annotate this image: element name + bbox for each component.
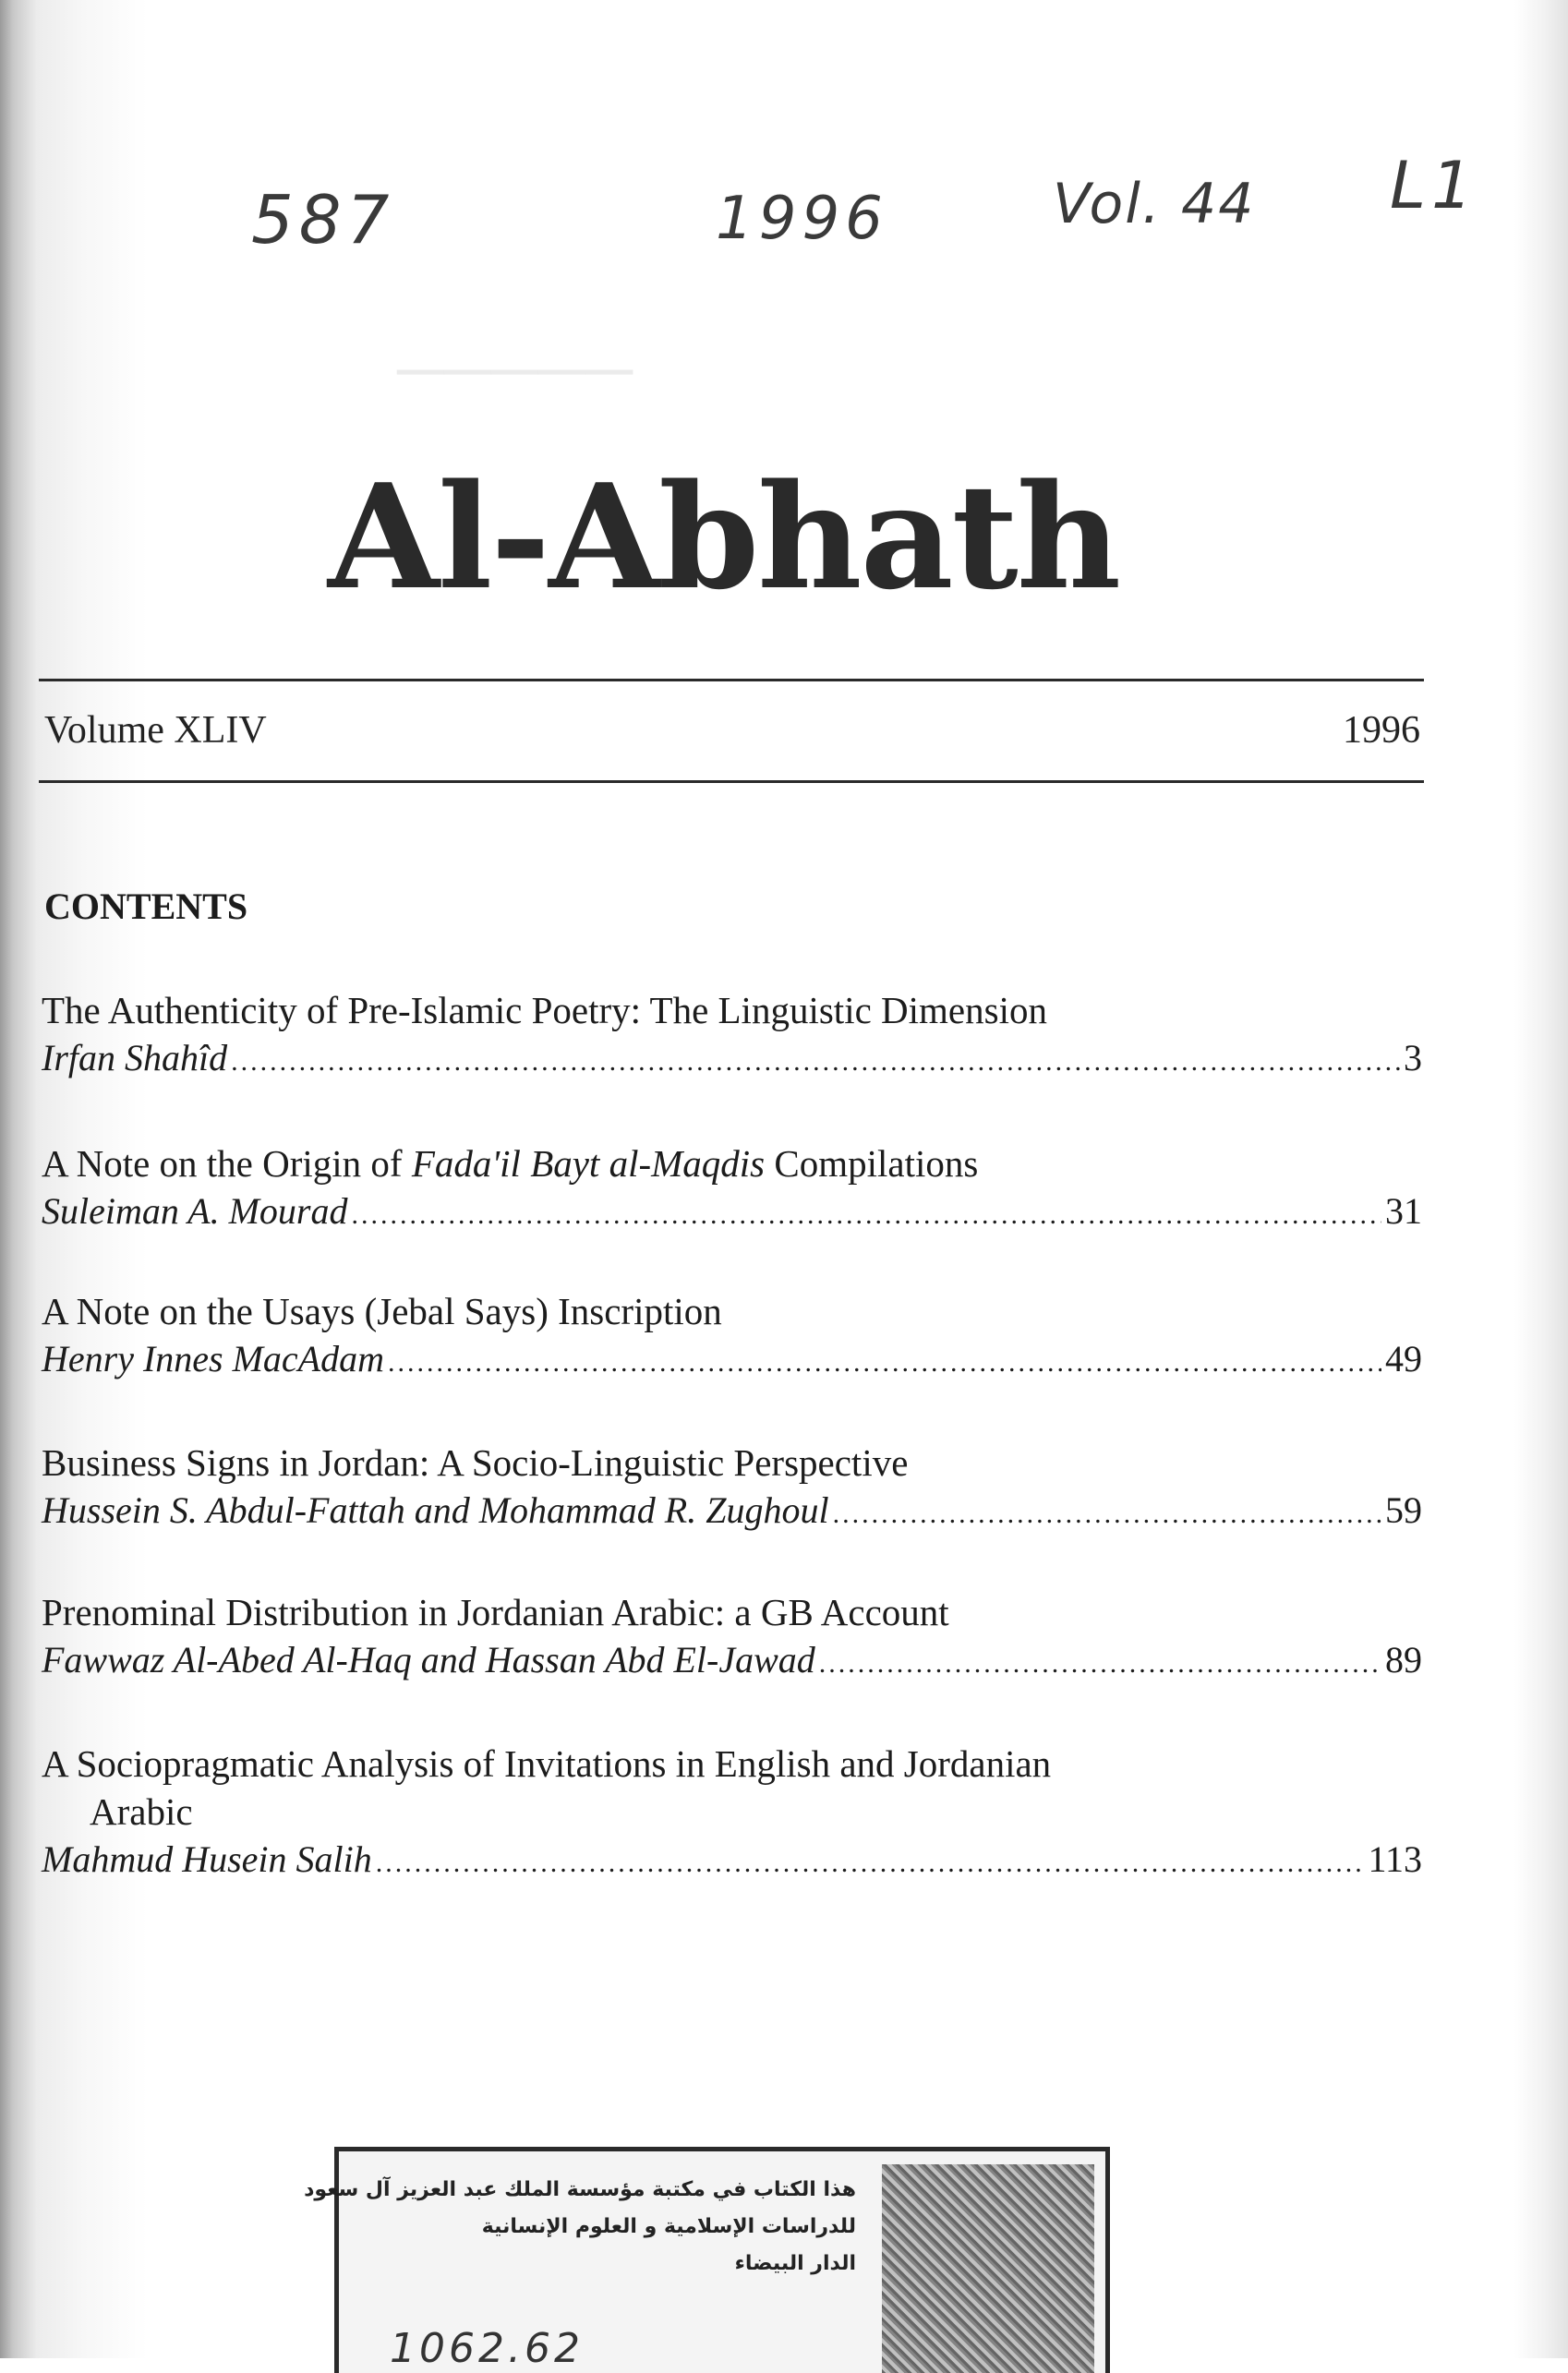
leader-dots (819, 1640, 1381, 1688)
library-stamp (304, 2147, 1110, 2373)
leader-dots (351, 1191, 1381, 1239)
toc-page: 89 (1385, 1639, 1422, 1680)
volume-year: 1996 (1343, 709, 1420, 752)
toc-entry[interactable] (42, 986, 1422, 1086)
toc-page: 113 (1368, 1838, 1422, 1880)
journal-title: Al-Abhath (328, 452, 1120, 621)
stamp-number: 1062.62 (390, 2325, 584, 2372)
leader-dots (388, 1339, 1381, 1387)
toc-title: A Sociopragmatic Analysis of Invitations in English and Jordanian (42, 1742, 1052, 1785)
stamp-line: هذا الكتاب في مكتبة مؤسسة الملك عبد العزيز آل سعود (304, 2178, 856, 2201)
toc-entry[interactable] (42, 1139, 1422, 1239)
handwritten-year: 1996 (716, 185, 888, 253)
toc-author: Irfan Shahîd (42, 1037, 228, 1078)
top-rule (39, 679, 1424, 681)
leader-dots (833, 1490, 1381, 1538)
toc-entry[interactable] (42, 1740, 1422, 1887)
toc-title: The Authenticity of Pre-Islamic Poetry: The Linguistic Dimension (42, 989, 1047, 1031)
toc-page: 59 (1385, 1489, 1422, 1531)
bottom-rule (39, 780, 1424, 783)
toc-author: Fawwaz Al-Abed Al-Haq and Hassan Abd El-Jawad (42, 1639, 815, 1680)
toc-author: Suleiman A. Mourad (42, 1190, 348, 1232)
toc-page: 49 (1385, 1338, 1422, 1379)
toc-entry[interactable] (42, 1588, 1422, 1688)
toc-author: Henry Innes MacAdam (42, 1338, 384, 1379)
stamp-line: للدراسات الإسلامية و العلوم الإنسانية (481, 2215, 856, 2238)
stamp-line: الدار البيضاء (734, 2252, 856, 2275)
show-through: ───── (397, 333, 633, 407)
stamp-text (304, 2172, 856, 2283)
toc-title: Business Signs in Jordan: A Socio-Linguistic Perspective (42, 1441, 909, 1484)
handwritten-accession: 587 (251, 181, 395, 259)
volume-label: Volume XLIV (44, 709, 267, 752)
leader-dots (376, 1839, 1365, 1887)
toc-title: Prenominal Distribution in Jordanian Arabic: a GB Account (42, 1591, 949, 1633)
handwritten-mark: L1 (1390, 148, 1478, 223)
leader-dots (231, 1038, 1400, 1086)
toc-entry[interactable] (42, 1439, 1422, 1538)
toc-title-continued: Arabic (90, 1790, 193, 1833)
contents-heading: CONTENTS (44, 885, 248, 927)
toc-page: 3 (1404, 1037, 1422, 1078)
stamp-emblem-icon (882, 2164, 1094, 2373)
toc-title: A Note on the Origin of Fada'il Bayt al-Maqdis Compilations (42, 1142, 979, 1185)
handwritten-volume: Vol. 44 (1053, 172, 1256, 236)
toc-author: Hussein S. Abdul-Fattah and Mohammad R. Zughoul (42, 1489, 829, 1531)
toc-author: Mahmud Husein Salih (42, 1838, 372, 1880)
toc-entry[interactable] (42, 1287, 1422, 1387)
toc-title: A Note on the Usays (Jebal Says) Inscription (42, 1290, 722, 1332)
toc-page: 31 (1385, 1190, 1422, 1232)
